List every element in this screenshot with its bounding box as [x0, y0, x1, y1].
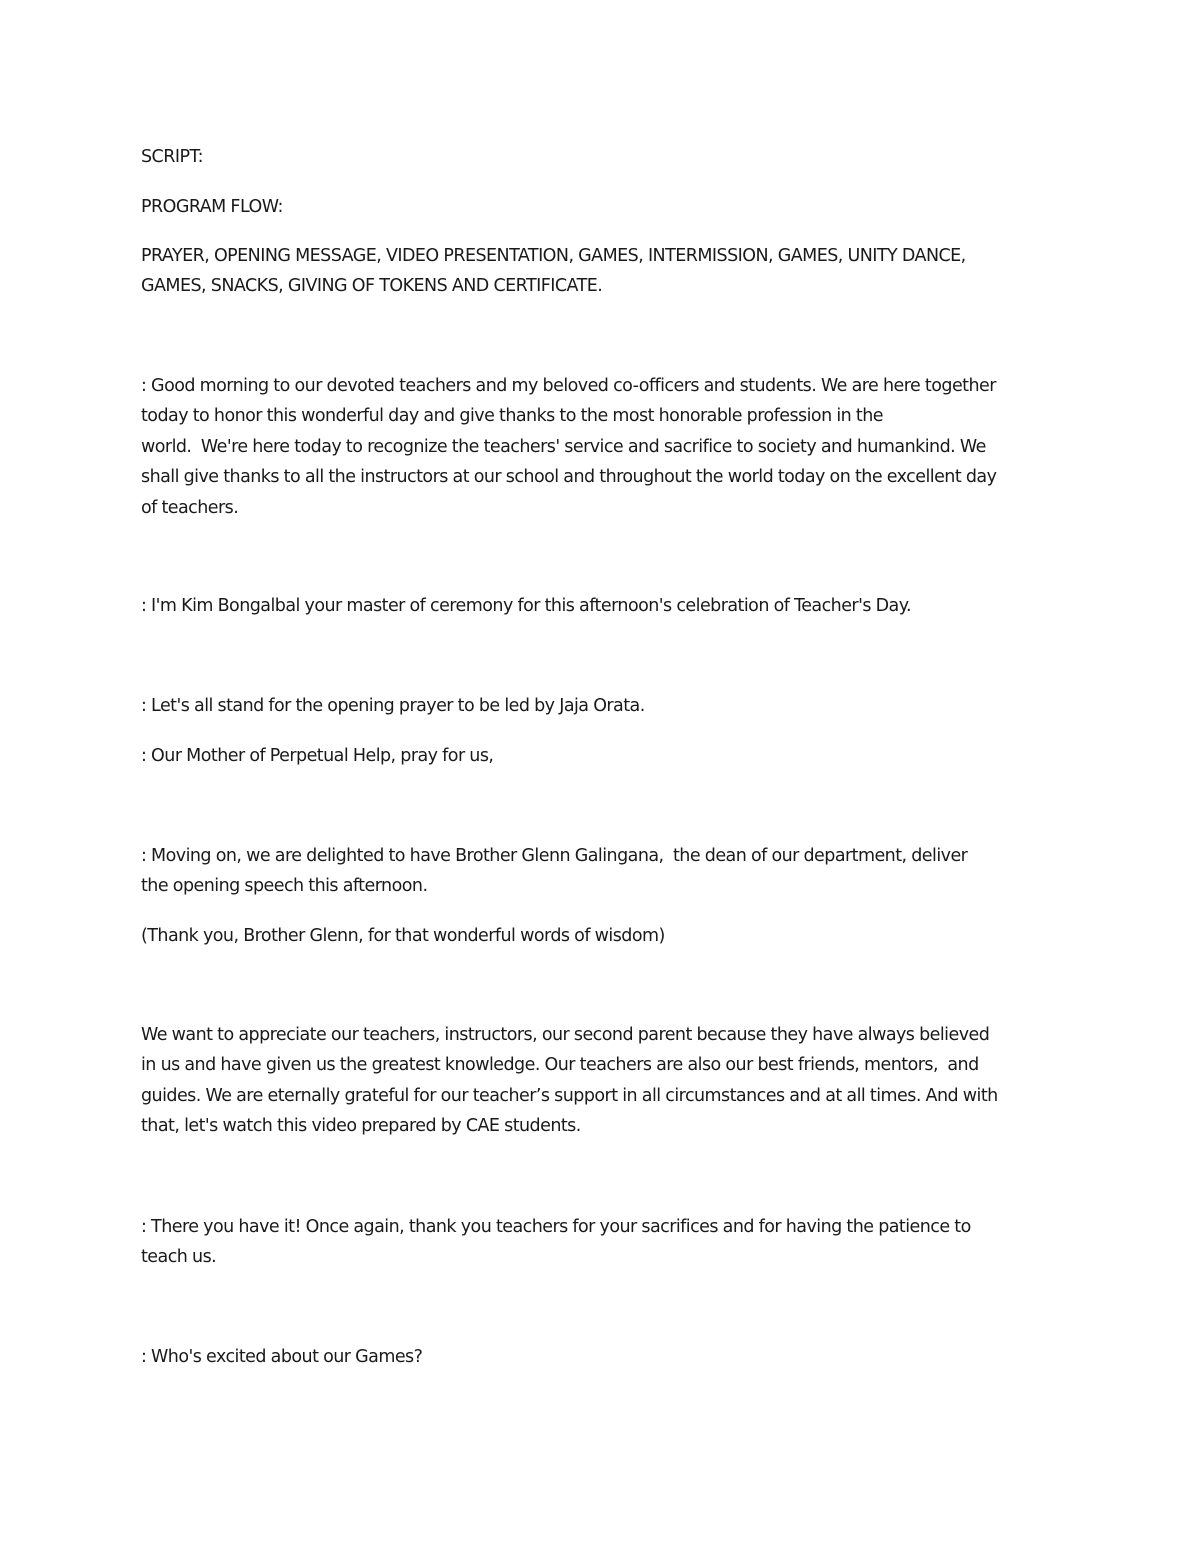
emcee-introduction: : I'm Kim Bongalbal your master of ceremony for this afternoon's celebration of Teacher's Day. — [141, 596, 912, 616]
opening-speech-intro: : Moving on, we are delighted to have Brother Glenn Galingana, the dean of our department, deliver the opening speech this afternoon. — [141, 846, 968, 897]
prayer-line: : Our Mother of Perpetual Help, pray for us, — [141, 746, 494, 766]
closing-thanks: : There you have it! Once again, thank you teachers for your sacrifices and for having the patience to teach us. — [141, 1217, 971, 1268]
games-prompt: : Who's excited about our Games? — [141, 1347, 423, 1367]
program-flow-heading: PROGRAM FLOW: — [141, 197, 283, 217]
opening-prayer-call: : Let's all stand for the opening prayer to be led by Jaja Orata. — [141, 696, 645, 716]
program-flow-list: PRAYER, OPENING MESSAGE, VIDEO PRESENTATION, GAMES, INTERMISSION, GAMES, UNITY DANCE, GAMES, SNACKS, GIVING OF TOKENS AND CERTIFICATE. — [141, 246, 966, 297]
welcome-paragraph: : Good morning to our devoted teachers and my beloved co-officers and students. We are here together today to honor this wonderful day and give thanks to the most honorable profession in the world. We're here today to recognize the teachers' service and sacrifice to society and humankind. We shall give thanks to all the instructors at our school and throughout the world today on the excellent day of teachers. — [141, 376, 997, 518]
appreciation-paragraph: We want to appreciate our teachers, instructors, our second parent because they have always believed in us and have given us the greatest knowledge. Our teachers are also our best friends, mentors, and guides. We are eternally grateful for our teacher’s support in all circumstances and at all times. And with that, let's watch this video prepared by CAE students. — [141, 1025, 998, 1137]
script-heading: SCRIPT: — [141, 147, 204, 167]
thank-you-note: (Thank you, Brother Glenn, for that wonderful words of wisdom) — [141, 926, 665, 946]
